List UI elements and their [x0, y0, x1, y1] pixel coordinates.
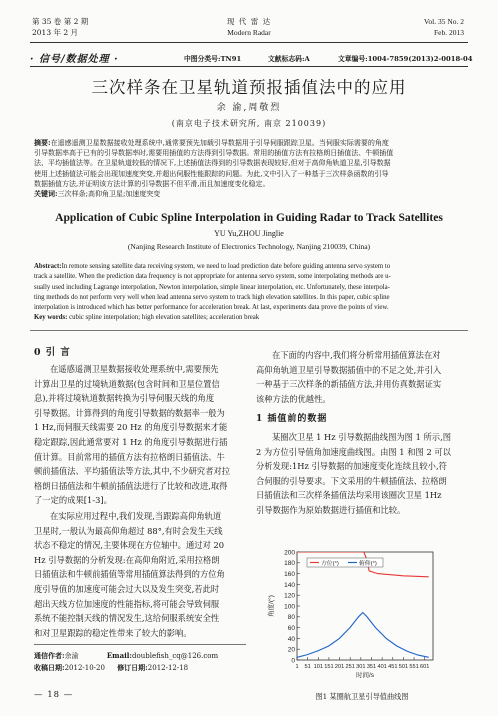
abstract-en: [34, 262, 470, 324]
abstract-cn-line: 使用上述插值法可能会出现加速度突变,并超出伺服性能跟踪的问题。为此,文中引入了一种基于三次样条函数的引导: [34, 169, 389, 178]
footnote-author-label: 通信作者:: [34, 651, 65, 660]
x-tick-label: 1: [295, 664, 299, 670]
body-line: 状态不稳定的情况,主要体现在方位轴中。通过对 20: [34, 540, 225, 551]
section-0-para-2: [34, 509, 246, 640]
y-tick-label: 200: [284, 549, 295, 557]
y-tick-label: 20: [287, 646, 295, 654]
authors-cn: 余 渝,周敬烈: [216, 103, 282, 113]
header-date-en: Feb. 2013: [434, 28, 464, 37]
abstract-cn: [34, 138, 470, 199]
header-journal-en: Modern Radar: [227, 28, 271, 37]
abstract-cn-line: 数据插值方法,并证明该方法计算的引导数据不但平滑,而且加速度变化稳定。: [34, 179, 270, 188]
x-tick-label: 101: [313, 664, 323, 670]
body-line: 在遥感遥测卫星数据接收处理系统中,需要预先: [50, 364, 219, 374]
footnote-author: 余渝: [64, 652, 79, 660]
clc-number: 中图分类号:TN91: [184, 55, 242, 63]
meta-rule: [30, 66, 468, 67]
y-tick-label: 80: [287, 614, 295, 622]
body-line: 顿前插值法、平均插值法等方法,其中,不少研究者对拉: [34, 466, 231, 477]
series-line-elevation: [297, 613, 429, 658]
authors-en: YU Yu,ZHOU Jinglie: [214, 229, 284, 238]
footnote-email-label: Email:: [106, 651, 133, 660]
abstract-en-label: Abstract:: [34, 263, 62, 270]
x-tick-label: 251: [345, 664, 355, 670]
x-tick-label: 451: [388, 664, 398, 670]
header-journal-cn: 现 代 雷 达: [226, 17, 272, 26]
abstract-en-line: track a satellite. When the prediction data frequency is not appropriate for antenna servo system, some interpolating methods are u-: [34, 273, 391, 281]
abstract-cn-line: 在遥感遥测卫星数据接收处理系统中,通常要预先加载引导数据用于引导伺服跟踪卫星。当伺服实际需要的角度: [50, 139, 389, 147]
section-tag: · 信号/数据处理 ·: [30, 54, 119, 65]
keywords-cn-label: 关键词:: [34, 189, 58, 199]
section-0-heading: 0 引 言: [34, 347, 71, 358]
body-line: 系统不能控制天线的情况发生,这给伺服系统安全性: [34, 613, 220, 624]
abstract-rule: [30, 330, 468, 331]
abstract-en-line: ting methods do not perform very well when lead antenna servo system to track high elevation satellites. In this paper, cubic spline: [34, 293, 390, 301]
body-line: 该种方法的优越性。: [256, 393, 331, 404]
footnote-received: 2012-10-20: [64, 664, 105, 672]
plot-frame: [297, 552, 433, 660]
body-line: Hz 引导数据的分析发现:在高仰角附近,采用拉格朗: [34, 554, 220, 565]
section-0-para-1: [34, 362, 246, 508]
footnote-rule: [34, 644, 246, 645]
y-tick-label: 160: [284, 571, 295, 578]
article-number: 文章编号:1004-7859(2013)2-0018-04: [338, 55, 473, 63]
body-line: 超出天线方位加速度的性能指标,将可能会导致伺服: [34, 598, 220, 609]
abstract-cn-line: 法、平均插值法等。在卫星轨道较低的情况下,上述插值法得到的引导数据表现较好,但对于高仰角轨道卫星,引导数据: [34, 159, 391, 168]
body-line: 度引导值的加速度可能会过大以及发生突变,若此时: [34, 583, 220, 594]
abstract-en-line: interpolation is introduced which has better performance for acceleration break. At last, experiments data prove the points of view.: [34, 304, 389, 312]
y-tick-label: 180: [284, 560, 295, 568]
body-line: 日插值法和三次样条插值法均采用该圈次卫星 1Hz: [256, 490, 442, 501]
header-date-cn: 2013 年 2 月: [32, 28, 79, 37]
x-tick-label: 551: [409, 664, 419, 670]
abstract-cn-label: 摘要:: [34, 138, 51, 147]
figure-1-caption: 图1 某圈航卫星引导值曲线图: [315, 692, 409, 701]
x-tick-label: 301: [356, 664, 366, 670]
x-axis-label: 时间/s: [355, 672, 375, 679]
body-line: 某圈次卫星 1 Hz 引导数据曲线图为图 1 所示,图: [272, 432, 452, 442]
affiliation-cn: (南京电子技术研究所, 南京 210039): [171, 119, 327, 128]
page-number: — 18 —: [34, 690, 74, 700]
body-line: 1 Hz,而伺服天线需要 20 Hz 的角度引导数据来才能: [34, 422, 228, 433]
legend-label: 俯仰(°): [359, 561, 377, 567]
y-tick-label: 0: [291, 657, 295, 665]
y-tick-label: 140: [284, 581, 295, 589]
paper-title-en: Application of Cubic Spline Interpolation in Guiding Radar to Track Satellites: [55, 211, 443, 224]
x-tick-label: 201: [334, 664, 345, 670]
x-tick-label: 351: [366, 664, 377, 670]
body-line: 和对卫星跟踪的稳定性带来了较大的影响。: [34, 627, 192, 638]
body-line: 一种基于三次样条的新插值方法,并用仿真数据证实: [256, 379, 442, 390]
body-line: 稳定跟踪,因此通常要对 1 Hz 的角度引导数据进行插: [34, 436, 228, 447]
body-line: 引导数据。计算得到的角度引导数据的数据率一般为: [34, 407, 225, 418]
figure-1: [263, 546, 441, 686]
keywords-en: cubic spline interpolation; high elevation satellites; acceleration break: [69, 314, 260, 322]
y-tick-label: 40: [287, 635, 295, 643]
body-line: 格朗日插值法和牛顿前插值法进行了比较和改进,取得: [34, 480, 228, 491]
body-line: 值计算。目前常用的插值方法有拉格朗日插值法、牛: [34, 451, 225, 462]
document-code: 文献标志码:A: [268, 55, 310, 63]
body-line: 合伺服的引导要求。下文采用的牛顿插值法、拉格朗: [256, 475, 447, 486]
paper-title-cn: 三次样条在卫星轨道预报插值法中的应用: [91, 78, 407, 97]
body-line: 2 为方位引导值角加速度曲线图。由图 1 和图 2 可以: [256, 446, 451, 457]
footnote-revised-label: 修订日期:: [117, 663, 148, 672]
body-line: 在实际应用过程中,我们发现,当跟踪高仰角轨道: [50, 511, 222, 521]
header-rule: [30, 42, 468, 43]
section-1-heading: 1 插值前的数据: [256, 414, 328, 424]
body-line: 息),并将过境轨道数据转换为引导伺服天线的角度: [34, 393, 215, 404]
footnote-revised: 2012-12-18: [147, 664, 189, 672]
keywords-cn: 三次样条;高仰角卫星;加速度突变: [57, 190, 161, 199]
figure-1-chart: [263, 546, 441, 686]
body-line: 分析发现:1Hz 引导数据的加速度变化连续且较小,符: [256, 461, 447, 472]
header-volume-cn: 第 35 卷 第 2 期: [32, 17, 89, 26]
keywords-en-label: Key words:: [34, 314, 68, 322]
header-volume-en: Vol. 35 No. 2: [423, 17, 464, 26]
body-line: 了一定的成果[1-3]。: [34, 495, 112, 506]
body-line: 在下面的内容中,我们将分析常用插值算法在对: [272, 350, 441, 360]
y-tick-label: 60: [287, 625, 295, 632]
section-1-para: [256, 430, 468, 518]
body-line: 卫星时,一般认为最高仰角超过 88°,有时会发生天线: [34, 525, 223, 536]
x-tick-label: 501: [398, 664, 409, 670]
section-0-right-para: [256, 348, 468, 406]
x-tick-label: 601: [420, 664, 430, 670]
abstract-cn-line: 引导数据率高于已有的引导数据率时,需要用插值的方法得到引导数据。常用的插值方法有拉格朗日插值法、牛顿插值: [34, 149, 394, 158]
body-line: 引导数据作为原始数据进行插值和比较。: [256, 504, 406, 515]
affiliation-en: (Nanjing Research Institute of Electronics Technology, Nanjing 210039, China): [127, 242, 371, 251]
abstract-en-line: sually used including Lagrange interpolation, Newton interpolation, simple linear interpolation, etc. Unfortunately, these interpola-: [34, 283, 390, 291]
body-line: 高仰角轨道卫星引导数据插值中的不足之处,并引入: [256, 364, 442, 375]
footnote-received-label: 收稿日期:: [34, 663, 65, 672]
y-tick-label: 120: [284, 592, 295, 600]
legend-label: 方位(°): [321, 561, 339, 567]
abstract-en-line: In remote sensing satellite data receiving system, we need to load prediction date before guiding antenna servo system to: [61, 263, 391, 270]
y-axis-label: 角度/(°): [268, 595, 275, 617]
footnote-email: doublefish_cq@126.com: [132, 652, 219, 660]
y-tick-label: 100: [284, 603, 295, 611]
x-tick-label: 401: [377, 664, 387, 670]
footnote: [34, 650, 248, 674]
body-line: 日插值法和牛顿前插值等常用插值算法得到的方位角: [34, 569, 225, 580]
x-tick-label: 51: [304, 664, 311, 670]
x-tick-label: 151: [324, 664, 334, 670]
body-line: 计算出卫星的过境轨道数据(包含时间和卫星位置信: [34, 378, 220, 389]
